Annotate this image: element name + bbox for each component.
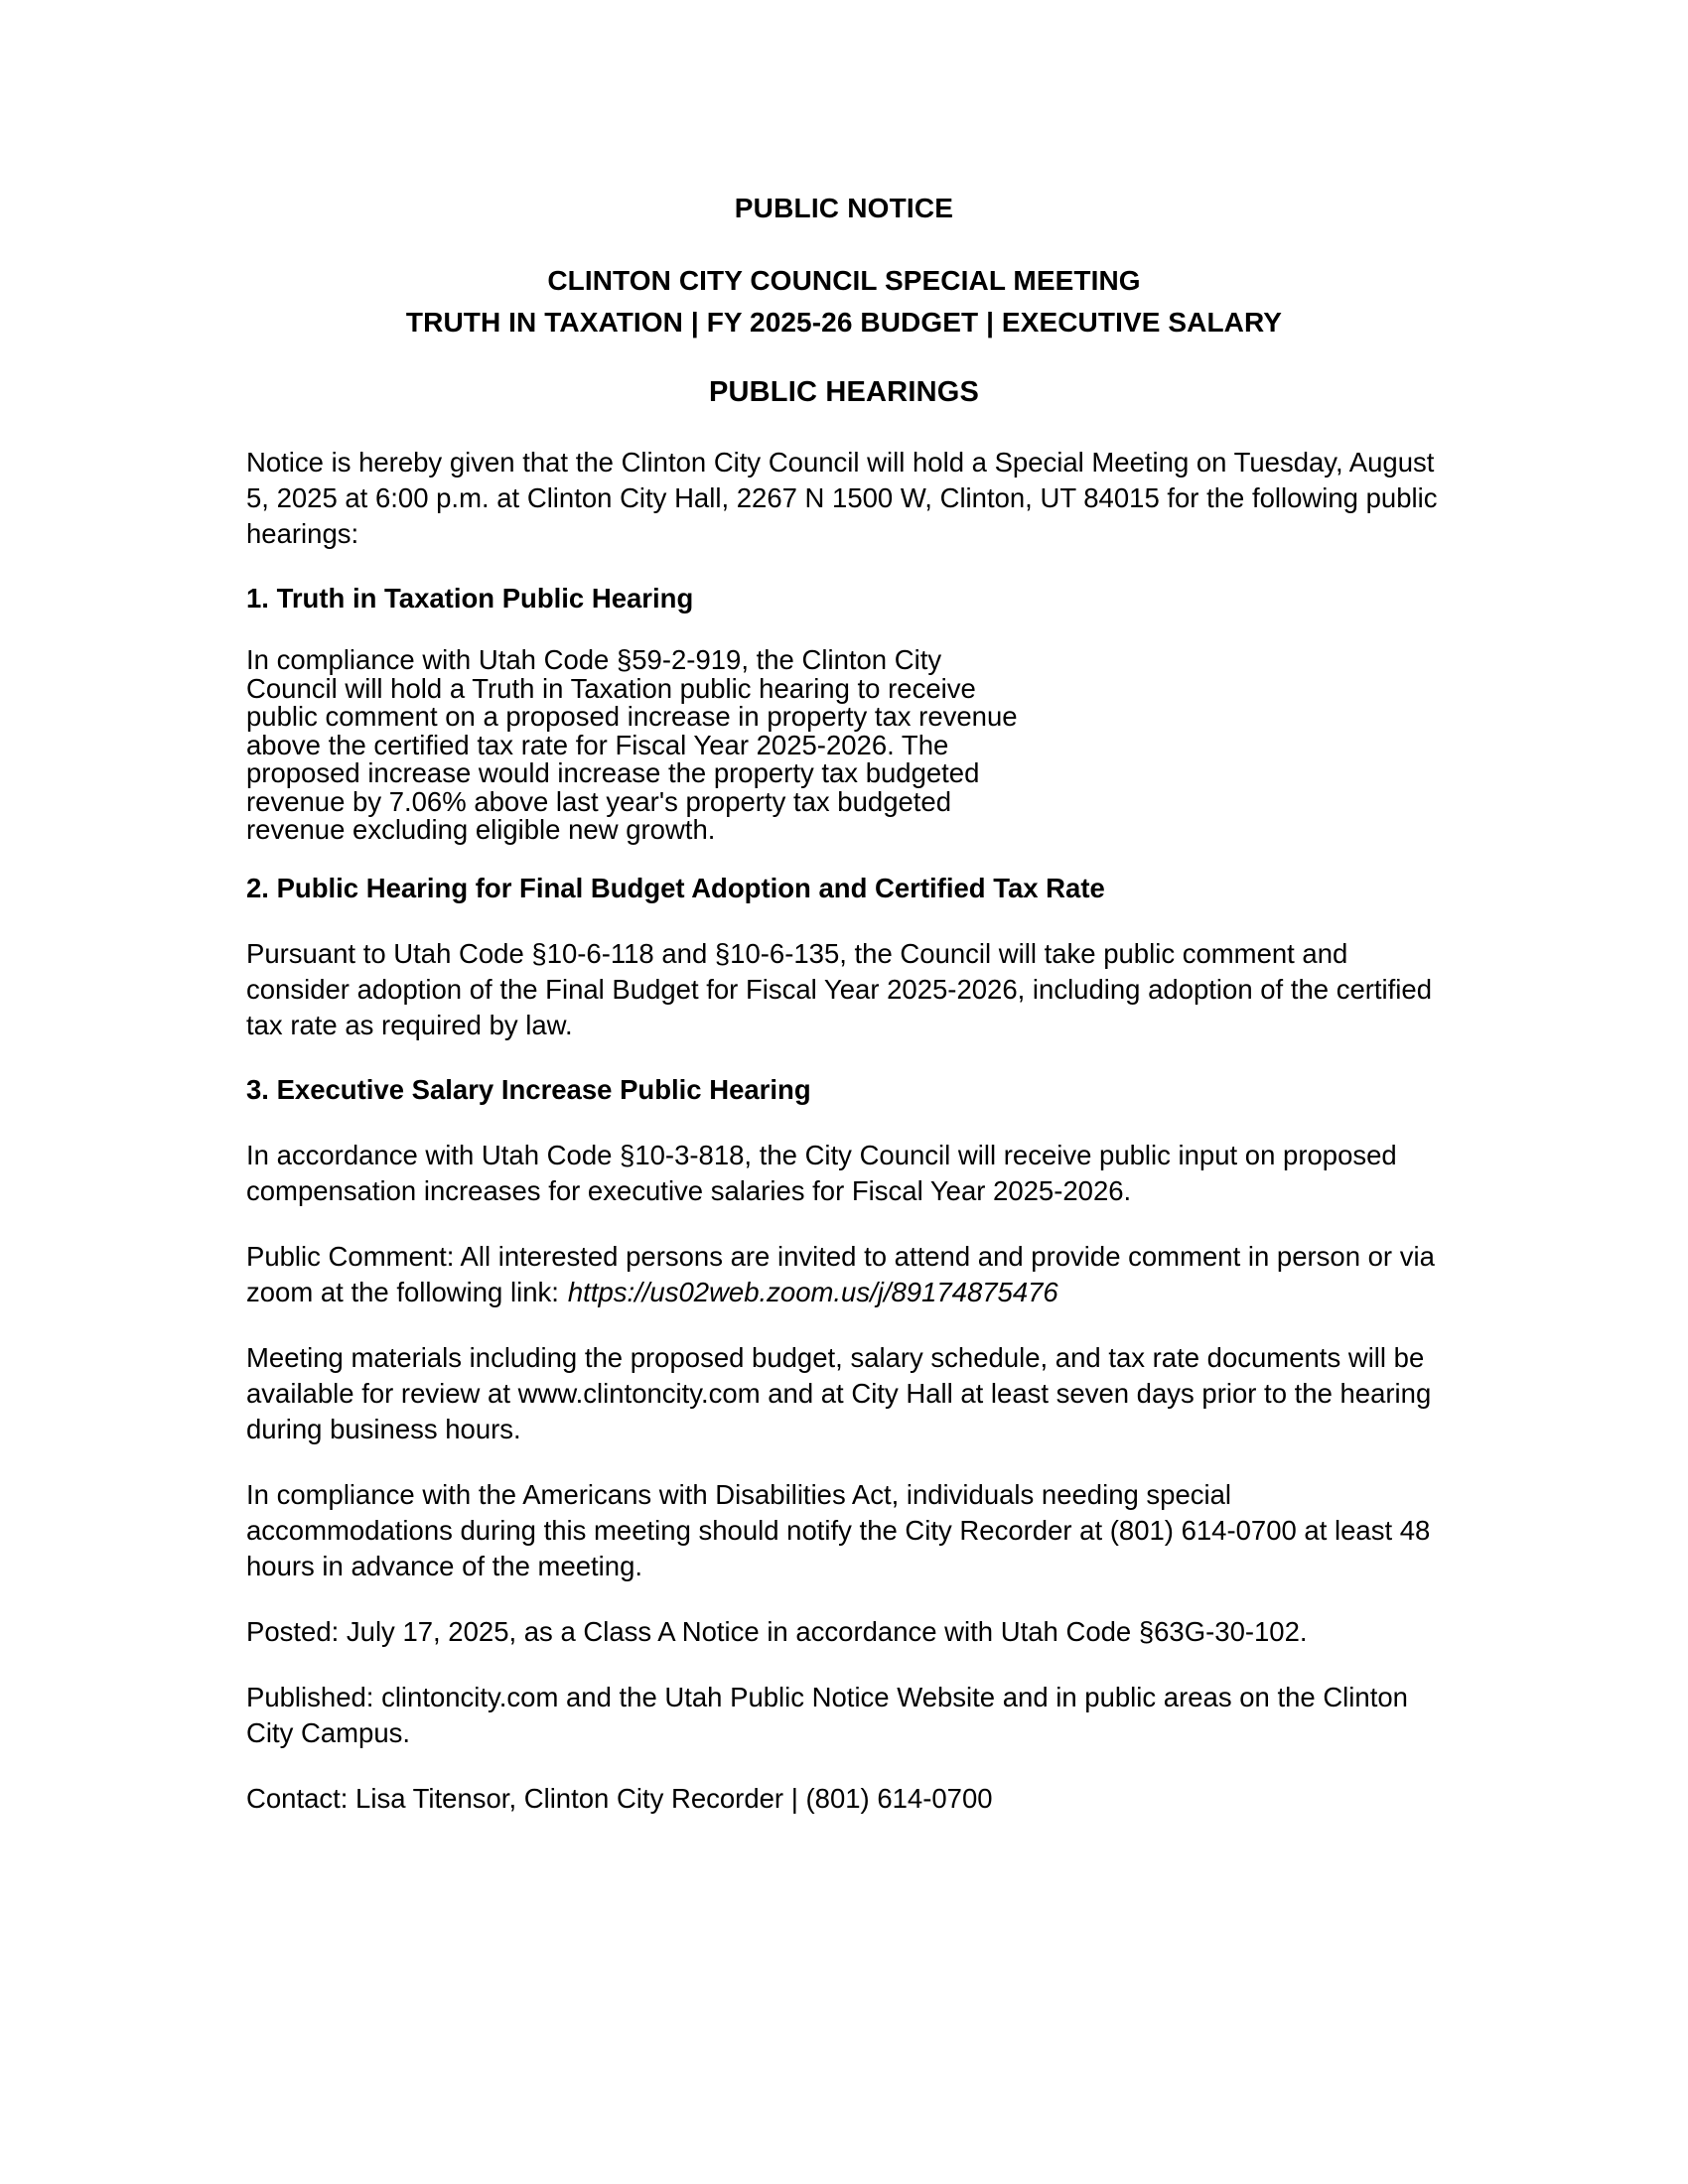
meeting-title bbox=[0, 225, 1688, 343]
meeting-materials-paragraph: Meeting materials including the proposed budget, salary schedule, and tax rate documents will be available for review at www.clintoncity.com and at City Hall at least seven days prior to the hearing during business hours. bbox=[246, 1341, 1432, 1444]
section-heading-final-budget-adoption: 2. Public Hearing for Final Budget Adoption and Certified Tax Rate bbox=[246, 872, 1105, 903]
meeting-title-line-1: CLINTON CITY COUNCIL SPECIAL MEETING bbox=[547, 265, 1141, 296]
section-body-final-budget-adoption: Pursuant to Utah Code §10-6-118 and §10-6-135, the Council will take public comment and consider adoption of the Final Budget for Fiscal Year 2025-2026, including adoption of the certified tax rate as required by law. bbox=[246, 937, 1432, 1040]
published-paragraph: Published: clintoncity.com and the Utah Public Notice Website and in public areas on the Clinton City Campus. bbox=[246, 1681, 1408, 1748]
meeting-title-line-2: TRUTH IN TAXATION | FY 2025-26 BUDGET | EXECUTIVE SALARY bbox=[405, 307, 1283, 338]
section-body-truth-in-taxation: In compliance with Utah Code §59-2-919, the Clinton City Council will hold a Truth in Taxation public hearing to receive public comment on a proposed increase in property tax revenue above the certified tax rate for Fiscal Year 2025-2026. The proposed increase would increase the property tax budgeted revenue by 7.06% above last year's property tax budgeted revenue excluding eligible new growth. bbox=[246, 644, 1018, 845]
section-body-executive-salary: In accordance with Utah Code §10-3-818, the City Council will receive public input on proposed compensation increases for executive salaries for Fiscal Year 2025-2026. bbox=[246, 1139, 1397, 1206]
section-heading-executive-salary: 3. Executive Salary Increase Public Hearing bbox=[246, 1073, 811, 1105]
section-heading-truth-in-taxation: 1. Truth in Taxation Public Hearing bbox=[246, 583, 694, 614]
document-title-block bbox=[0, 0, 1688, 410]
page-title: PUBLIC NOTICE bbox=[734, 193, 954, 223]
public-comment-paragraph bbox=[246, 1239, 1442, 1310]
posted-paragraph: Posted: July 17, 2025, as a Class A Notice in accordance with Utah Code §63G-30-102. bbox=[246, 1615, 1308, 1647]
contact-paragraph: Contact: Lisa Titensor, Clinton City Recorder | (801) 614-0700 bbox=[246, 1782, 993, 1814]
ada-accommodations-paragraph: In compliance with the Americans with Disabilities Act, individuals needing special accommodations during this meeting should notify the City Recorder at (801) 614-0700 at least 48 hours in advance of the meeting. bbox=[246, 1478, 1431, 1581]
intro-paragraph: Notice is hereby given that the Clinton City Council will hold a Special Meeting on Tuesday, August 5, 2025 at 6:00 p.m. at Clinton City Hall, 2267 N 1500 W, Clinton, UT 84015 for the following public hearings: bbox=[246, 447, 1438, 549]
public-hearings-subtitle: PUBLIC HEARINGS bbox=[708, 376, 980, 408]
zoom-meeting-link[interactable]: https://us02web.zoom.us/j/89174875476 bbox=[567, 1276, 1058, 1307]
notice-body bbox=[0, 410, 1688, 1817]
public-comment-lead-text: Public Comment: All interested persons are invited to attend and provide comment in person or via zoom at the following link: bbox=[246, 1240, 1435, 1307]
